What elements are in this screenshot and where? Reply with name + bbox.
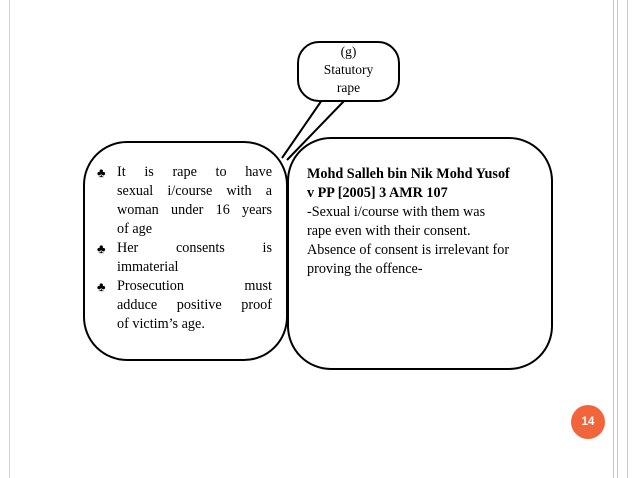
club-bullet-icon: ♣ [97,165,106,180]
bullet-text [117,163,272,239]
bullet-line: of age [117,221,153,237]
bullet-text [117,239,272,277]
club-bullet-icon: ♣ [97,279,106,294]
case-body-line: Absence of consent is irrelevant for [307,242,510,258]
bullet-line: Her consents is [117,240,272,256]
bullet-line: sexual i/course with a [117,183,272,199]
case-body-line: -Sexual i/course with them was [307,204,486,220]
bullet-line: of victim’s age. [117,316,205,332]
case-citation-line: v PP [2005] 3 AMR 107 [307,185,448,201]
case-citation-line: Mohd Salleh bin Nik Mohd Yusof [307,166,510,182]
bullet-line: woman under 16 years [117,202,272,218]
bullet-item [97,239,272,277]
bullet-item [97,163,272,239]
right-decor-line [613,0,614,478]
bullet-line: It is rape to have [117,164,272,180]
case-body-line: proving the offence- [307,261,423,277]
left-rule-box [83,141,288,361]
callout-line: (g) [340,44,357,59]
bullet-line: Prosecution must [117,278,272,294]
left-decor-line [9,0,10,478]
case-box [287,137,553,370]
bullet-line: adduce positive proof [117,297,272,313]
callout-line: Statutory [323,62,374,77]
bullet-item [97,277,272,334]
callout-box [297,41,400,102]
page-number-badge: 14 [571,405,605,439]
bullet-line: immaterial [117,259,179,275]
case-body-line: rape even with their consent. [307,223,471,239]
callout-line: rape [336,80,361,95]
club-bullet-icon: ♣ [97,241,106,256]
right-decor-line [617,0,618,478]
right-decor-line [627,0,628,478]
bullet-text [117,277,272,334]
